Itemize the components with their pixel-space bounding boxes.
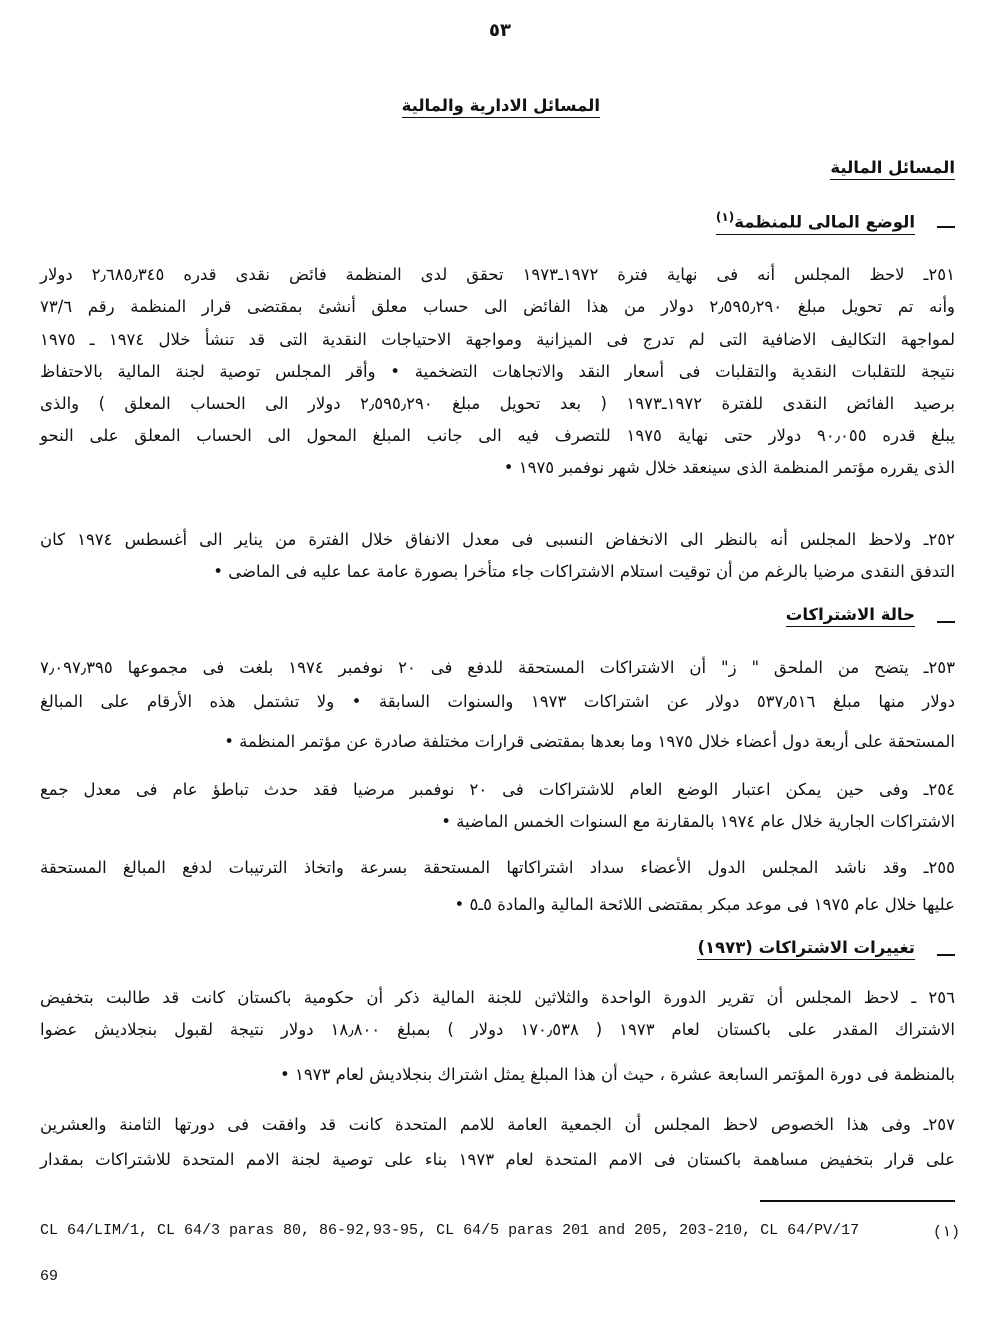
paragraph-252-line: ٢٥٢ـ ولاحظ المجلس أنه بالنظر الى الانخفاض النسبى فى معدل الانفاق خلال الفترة من يناير الى أغسطس ١٩٧٤ كان — [40, 530, 956, 549]
footnote — [40, 1222, 960, 1239]
paragraph-256-line: ٢٥٦ ـ لاحظ المجلس أن تقرير الدورة الواحدة والثلاثين للجنة المالية ذكر أن حكومية باكستان كانت قد طالبت بتخفيض — [40, 988, 955, 1007]
paragraph-255-line: ٢٥٥ـ وقد ناشد المجلس الدول الأعضاء سداد اشتراكاتها المستحقة بسرعة واتخاذ الترتيبات لدفع المبالغ المستحقة — [40, 858, 955, 877]
heading-financial-position-text: الوضع المالى للمنظمة — [734, 212, 915, 232]
paragraph-256-line: بالمنظمة فى دورة المؤتمر السابعة عشرة ، حيث أن هذا المبلغ يمثل اشتراك بنجلاديش لعام ١٩٧٣ • — [279, 1065, 955, 1084]
paragraph-254-line: الاشتراكات الجارية خلال عام ١٩٧٤ بالمقارنة مع السنوات الخمس الماضية • — [441, 812, 955, 831]
heading-dash — [937, 954, 955, 956]
paragraph-256-line: الاشتراك المقدر على باكستان لعام ١٩٧٣ ( ١٧٠٫٥٣٨ دولار ) بمبلغ ١٨٫٨٠٠ دولار نتيجة لقبول بنجلاديش عضوا — [40, 1020, 956, 1039]
heading-contribution-changes: تغييرات الاشتراكات (١٩٧٣) — [697, 938, 915, 960]
paragraph-251-line: وأنه تم تحويل مبلغ ٢٫٥٩٥٫٢٩٠ دولار من هذا الفائض الى حساب معلق أنشئ بمقتضى قرار المنظمة رقم ٧٣/٦ — [40, 297, 955, 316]
paragraph-253-line: دولار منها مبلغ ٥٣٧٫٥١٦ دولار عن اشتراكات ١٩٧٣ والسنوات السابقة • ولا تشتمل هذه الأرقام على المبالغ — [40, 692, 955, 711]
heading-contributions-status: حالة الاشتراكات — [786, 605, 915, 627]
heading-financial-position — [716, 210, 915, 235]
paragraph-254-line: ٢٥٤ـ وفى حين يمكن اعتبار الوضع العام للاشتراكات فى ٢٠ نوفمبر مرضيا فقد حدث تباطؤ عام فى معدل جمع — [40, 780, 955, 799]
paragraph-251-line: ٢٥١ـ لاحظ المجلس أنه فى نهاية فترة ١٩٧٢ـ١٩٧٣ تحقق لدى المنظمة فائض نقدى قدره ٢٫٦٨٥٫٣٤٥ دولار — [40, 265, 955, 284]
paragraph-255-line: عليها خلال عام ١٩٧٥ فى موعد مبكر بمقتضى اللائحة المالية والمادة ٥ـ٥ • — [454, 895, 955, 914]
paragraph-251-line: الذى يقرره مؤتمر المنظمة الذى سينعقد خلال شهر نوفمبر ١٩٧٥ • — [503, 458, 955, 477]
paragraph-251-line: لمواجهة التكاليف الاضافية التى لم تدرج فى الميزانية ومواجهة الاحتياجات النقدية التى قد تنشأ خلال ١٩٧٤ ـ ١٩٧٥ — [40, 330, 956, 349]
paragraph-253-line: ٢٥٣ـ يتضح من الملحق " ز" أن الاشتراكات المستحقة للدفع فى ٢٠ نوفمبر ١٩٧٤ بلغت فى مجموعها ٧٫٠٩٧٫٣٩٥ — [40, 658, 955, 677]
footnote-marker: (١) — [932, 1224, 960, 1241]
paragraph-251-line: نتيجة للتقلبات النقدية والتقلبات فى أسعار النقد والاتجاهات التضخمية • وأقر المجلس توصية لجنة المالية بالاحتفاظ — [40, 362, 955, 381]
paragraph-257-line: ٢٥٧ـ وفى هذا الخصوص لاحظ المجلس أن الجمعية العامة للامم المتحدة كانت قد وافقت فى دورتها الثامنة والعشرين — [40, 1115, 955, 1134]
paragraph-251-line: برصيد الفائض النقدى للفترة ١٩٧٢ـ١٩٧٣ ( بعد تحويل مبلغ ٢٫٥٩٥٫٢٩٠ دولار الى الحساب المعلق ) والذى — [40, 394, 955, 413]
heading-dash — [937, 621, 955, 623]
heading-dash — [937, 226, 955, 228]
footnote-rule — [760, 1200, 955, 1202]
paragraph-253-line: المستحقة على أربعة دول أعضاء خلال ١٩٧٥ وما بعدها بمقتضى قرارات مختلفة صادرة عن مؤتمر المنظمة • — [224, 732, 955, 751]
footnote-text: CL 64/LIM/1, CL 64/3 paras 80, 86-92,93-95, CL 64/5 paras 201 and 205, 203-210, CL 64/PV/17 — [40, 1222, 860, 1239]
page-number-arabic: ٥٣ — [489, 20, 511, 41]
paragraph-257-line: على قرار بتخفيض مساهمة باكستان فى الامم المتحدة لعام ١٩٧٣ بناء على توصية لجنة الامم المتحدة للاشتراكات بمقدار — [40, 1150, 955, 1169]
paragraph-252-line: التدفق النقدى مرضيا بالرغم من أن توقيت استلام الاشتراكات جاء متأخرا بصورة عامة عما عليه فى الماضى • — [213, 562, 955, 581]
main-title: المسائل الادارية والمالية — [402, 96, 600, 118]
paragraph-251-line: يبلغ قدره ٩٠٫٠٥٥ دولار حتى نهاية ١٩٧٥ للتصرف فيه الى جانب المبلغ المحول الى الحساب المعلق على النحو — [40, 426, 956, 445]
heading-financial-matters: المسائل المالية — [830, 158, 955, 180]
footnote-ref: (١) — [715, 210, 735, 224]
page-number: 69 — [40, 1268, 59, 1285]
